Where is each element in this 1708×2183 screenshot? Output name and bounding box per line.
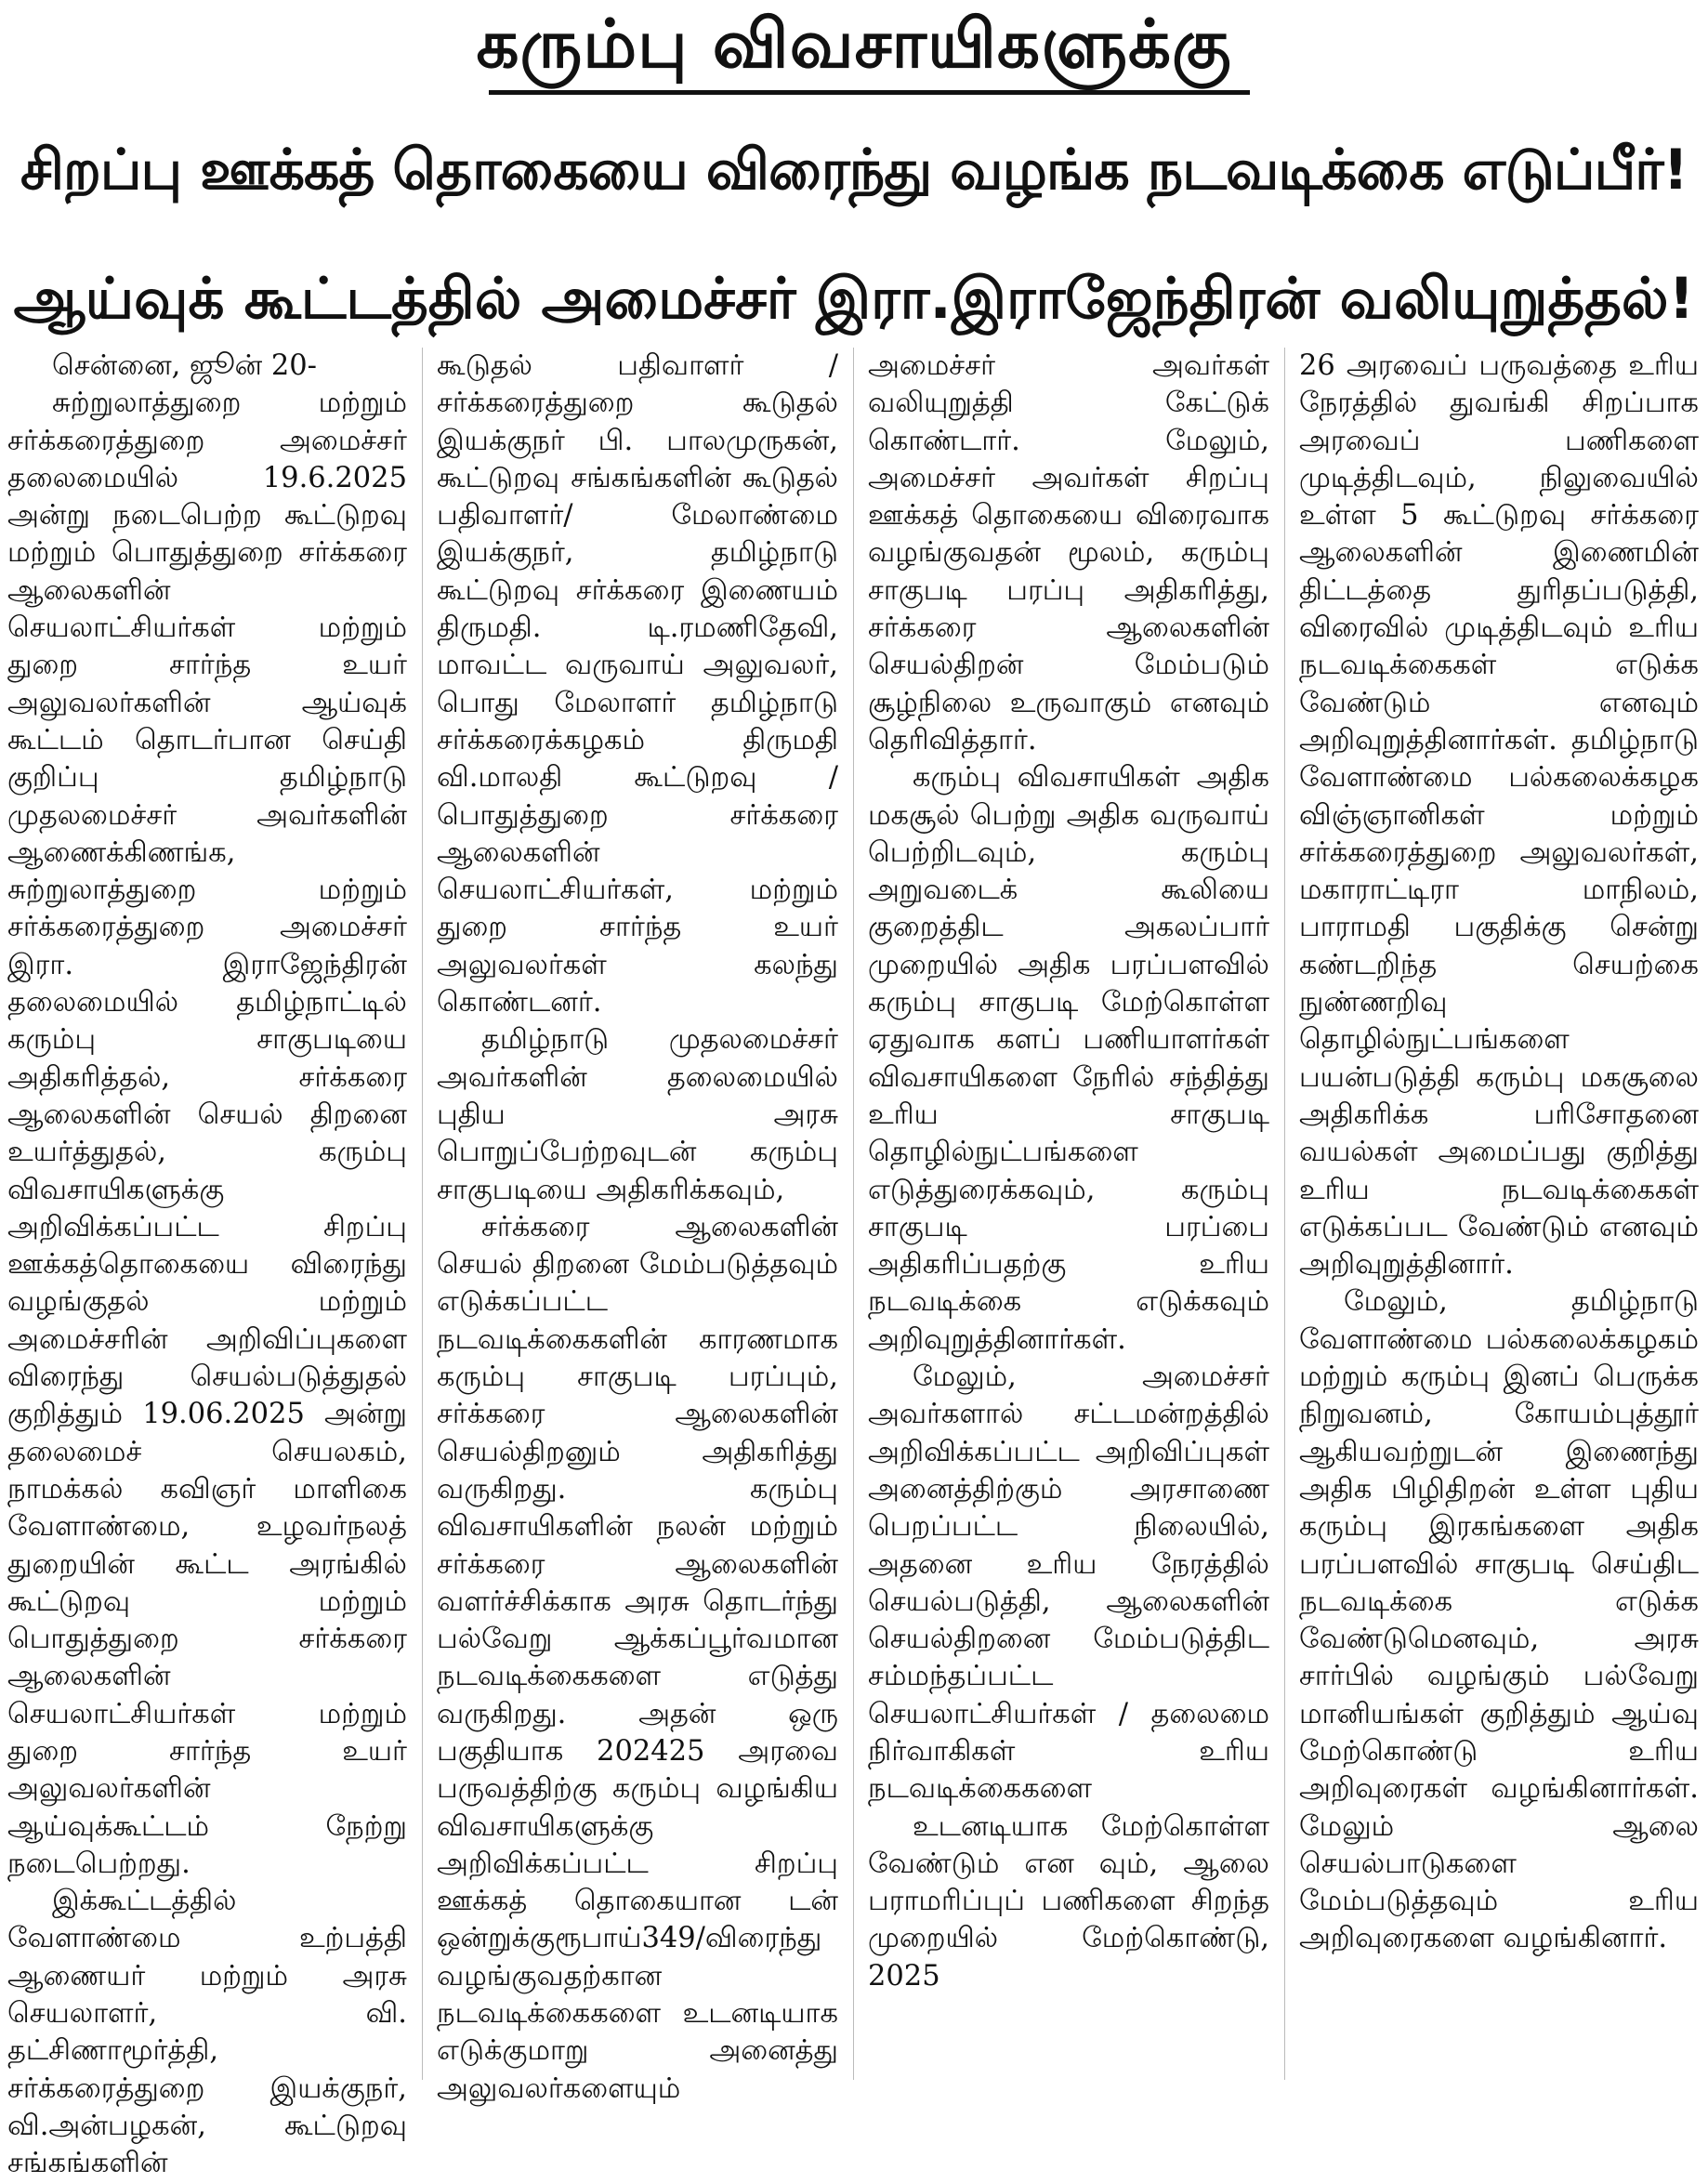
- body-paragraph: மேலும், தமிழ்நாடு வேளாண்மை பல்கலைக்கழகம் மற்றும் கரும்பு இனப் பெருக்க நிறுவனம், கோயம்புத்தூர் ஆகியவற்றுடன் இணைந்து அதிக பிழிதிறன் உள்ள புதிய கரும்பு இரகங்களை அதிக பரப்பளவில் சாகுபடி செய்திட நடவடிக்கை எடுக்க வேண்டுமெனவும், அரசு சார்பில் வழங்கும் பல்வேறு மானியங்கள் குறித்தும் ஆய்வு மேற்கொண்டு உரிய அறிவுரைகள் வழங்கினார்கள். மேலும் ஆலை செயல்பாடுகளை மேம்படுத்தவும் உரிய அறிவுரைகளை வழங்கினார்.: [1299, 1285, 1699, 1955]
- article-subheadline: ஆய்வுக் கூட்டத்தில் அமைச்சர் இரா.இராஜேந்திரன் வலியுறுத்தல்!: [13, 266, 1695, 332]
- body-paragraph: கரும்பு விவசாயிகள் அதிக மகசூல் பெற்று அதிக வருவாய் பெற்றிடவும், கரும்பு அறுவடைக் கூலியை குறைத்திட அகலப்பார் முறையில் அதிக பரப்பளவில் கரும்பு சாகுபடி மேற்கொள்ள ஏதுவாக களப் பணியாளர்கள் விவசாயிகளை நேரில் சந்தித்து உரிய சாகுபடி தொழில்நுட்பங்களை எடுத்துரைக்கவும், கரும்பு சாகுபடி பரப்பை அதிகரிப்பதற்கு உரிய நடவடிக்கை எடுக்கவும் அறிவுறுத்தினார்கள்.: [868, 761, 1269, 1356]
- kicker-underline: [489, 90, 1250, 95]
- article-column-3: [868, 348, 1269, 2080]
- dateline: சென்னை, ஜூன் 20-: [52, 349, 317, 382]
- body-paragraph: கூடுதல் பதிவாளர் / சர்க்கரைத்துறை கூடுதல் இயக்குநர் பி. பாலமுருகன், கூட்டுறவு சங்கங்களின் கூடுதல் பதிவாளர்/ மேலாண்மை இயக்குநர், தமிழ்நாடு கூட்டுறவு சர்க்கரை இணையம் திருமதி. டி.ரமணிதேவி, மாவட்ட வருவாய் அலுவலர், பொது மேலாளர் தமிழ்நாடு சர்க்கரைக்கழகம் திருமதி வி.மாலதி கூட்டுறவு /பொதுத்துறை சர்க்கரை ஆலைகளின் செயலாட்சியர்கள், மற்றும் துறை சார்ந்த உயர் அலுவலர்கள் கலந்து கொண்டனர்.: [437, 349, 838, 1019]
- body-paragraph: தமிழ்நாடு முதலமைச்சர் அவர்களின் தலைமையில் புதிய அரசு பொறுப்பேற்றவுடன் கரும்பு சாகுபடியை அதிகரிக்கவும்,: [437, 1023, 838, 1206]
- column-divider: [422, 348, 423, 2080]
- body-paragraph: அமைச்சர் அவர்கள் வலியுறுத்தி கேட்டுக் கொண்டார். மேலும், அமைச்சர் அவர்கள் சிறப்பு ஊக்கத் தொகையை விரைவாக வழங்குவதன் மூலம், கரும்பு சாகுபடி பரப்பு அதிகரித்து, சர்க்கரை ஆலைகளின் செயல்திறன் மேம்படும் சூழ்நிலை உருவாகும் எனவும் தெரிவித்தார்.: [868, 349, 1269, 756]
- body-paragraph: 26 அரவைப் பருவத்தை உரிய நேரத்தில் துவங்கி சிறப்பாக அரவைப் பணிகளை முடித்திடவும், நிலுவையில் உள்ள 5 கூட்டுறவு சர்க்கரை ஆலைகளின் இணைமின் திட்டத்தை துரிதப்படுத்தி, விரைவில் முடித்திடவும் உரிய நடவடிக்கைகள் எடுக்க வேண்டும் எனவும் அறிவுறுத்தினார்கள். தமிழ்நாடு வேளாண்மை பல்கலைக்கழக விஞ்ஞானிகள் மற்றும் சர்க்கரைத்துறை அலுவலர்கள், மகாராட்டிரா மாநிலம், பாராமதி பகுதிக்கு சென்று கண்டறிந்த செயற்கை நுண்ணறிவு தொழில்நுட்பங்களை பயன்படுத்தி கரும்பு மகசூலை அதிகரிக்க பரிசோதனை வயல்கள் அமைப்பது குறித்து உரிய நடவடிக்கைகள் எடுக்கப்பட வேண்டும் எனவும் அறிவுறுத்தினார்.: [1299, 349, 1699, 1282]
- article-column-1: [7, 348, 407, 2180]
- column-divider: [1284, 348, 1285, 2080]
- body-paragraph: மேலும், அமைச்சர் அவர்களால் சட்டமன்றத்தில் அறிவிக்கப்பட்ட அறிவிப்புகள் அனைத்திற்கும் அரசாணை பெறப்பட்ட நிலையில், அதனை உரிய நேரத்தில் செயல்படுத்தி, ஆலைகளின் செயல்திறனை மேம்படுத்திட சம்மந்தப்பட்ட செயலாட்சியர்கள் / தலைமை நிர்வாகிகள் உரிய நடவடிக்கைகளை: [868, 1361, 1269, 1806]
- article-column-2: [437, 348, 838, 2105]
- article-body: [7, 348, 1704, 2180]
- article-column-4: [1299, 348, 1699, 2080]
- body-paragraph: சர்க்கரை ஆலைகளின் செயல் திறனை மேம்படுத்தவும் எடுக்கப்பட்ட நடவடிக்கைகளின் காரணமாக கரும்பு சாகுபடி பரப்பும், சர்க்கரை ஆலைகளின் செயல்திறனும் அதிகரித்து வருகிறது. கரும்பு விவசாயிகளின் நலன் மற்றும் சர்க்கரை ஆலைகளின் வளர்ச்சிக்காக அரசு தொடர்ந்து பல்வேறு ஆக்கப்பூர்வமான நடவடிக்கைகளை எடுத்து வருகிறது. அதன் ஒரு பகுதியாக 202425 அரவை பருவத்திற்கு கரும்பு வழங்கிய விவசாயிகளுக்கு அறிவிக்கப்பட்ட சிறப்பு ஊக்கத் தொகையான டன் ஒன்றுக்குரூபாய்349/விரைந்து வழங்குவதற்கான நடவடிக்கைகளை உடனடியாக எடுக்குமாறு அனைத்து அலுவலர்களையும்: [437, 1210, 838, 2105]
- body-paragraph: உடனடியாக மேற்கொள்ள வேண்டும் என வும், ஆலை பராமரிப்புப் பணிகளை சிறந்த முறையில் மேற்கொண்டு, 2025: [868, 1809, 1269, 1992]
- column-divider: [853, 348, 854, 2080]
- article-headline: சிறப்பு ஊக்கத் தொகையை விரைந்து வழங்க நடவடிக்கை எடுப்பீர்!: [20, 138, 1688, 203]
- body-paragraph: இக்கூட்டத்தில் வேளாண்மை உற்பத்தி ஆணையர் மற்றும் அரசு செயலாளர், வி. தட்சிணாமூர்த்தி, சர்க்கரைத்துறை இயக்குநர், வி.அன்பழகன், கூட்டுறவு சங்கங்களின்: [7, 1885, 407, 2180]
- body-paragraph: சுற்றுலாத்துறை மற்றும் சர்க்கரைத்துறை அமைச்சர் தலைமையில் 19.6.2025 அன்று நடைபெற்ற கூட்டுறவு மற்றும் பொதுத்துறை சர்க்கரை ஆலைகளின் செயலாட்சியர்கள் மற்றும் துறை சார்ந்த உயர் அலுவலர்களின் ஆய்வுக் கூட்டம் தொடர்பான செய்தி குறிப்பு தமிழ்நாடு முதலமைச்சர் அவர்களின் ஆணைக்கிணங்க, சுற்றுலாத்துறை மற்றும் சர்க்கரைத்துறை அமைச்சர் இரா. இராஜேந்திரன் தலைமையில் தமிழ்நாட்டில் கரும்பு சாகுபடியை அதிகரித்தல், சர்க்கரை ஆலைகளின் செயல் திறனை உயர்த்துதல், கரும்பு விவசாயிகளுக்கு அறிவிக்கப்பட்ட சிறப்பு ஊக்கத்தொகையை விரைந்து வழங்குதல் மற்றும் அமைச்சரின் அறிவிப்புகளை விரைந்து செயல்படுத்துதல் குறித்தும் 19.06.2025 அன்று தலைமைச் செயலகம், நாமக்கல் கவிஞர் மாளிகை வேளாண்மை, உழவர்நலத் துறையின் கூட்ட அரங்கில் கூட்டுறவு மற்றும் பொதுத்துறை சர்க்கரை ஆலைகளின் செயலாட்சியர்கள் மற்றும் துறை சார்ந்த உயர் அலுவலர்களின் ஆய்வுக்கூட்டம் நேற்று நடைபெற்றது.: [7, 387, 407, 1880]
- article-kicker: கரும்பு விவசாயிகளுக்கு: [476, 5, 1232, 83]
